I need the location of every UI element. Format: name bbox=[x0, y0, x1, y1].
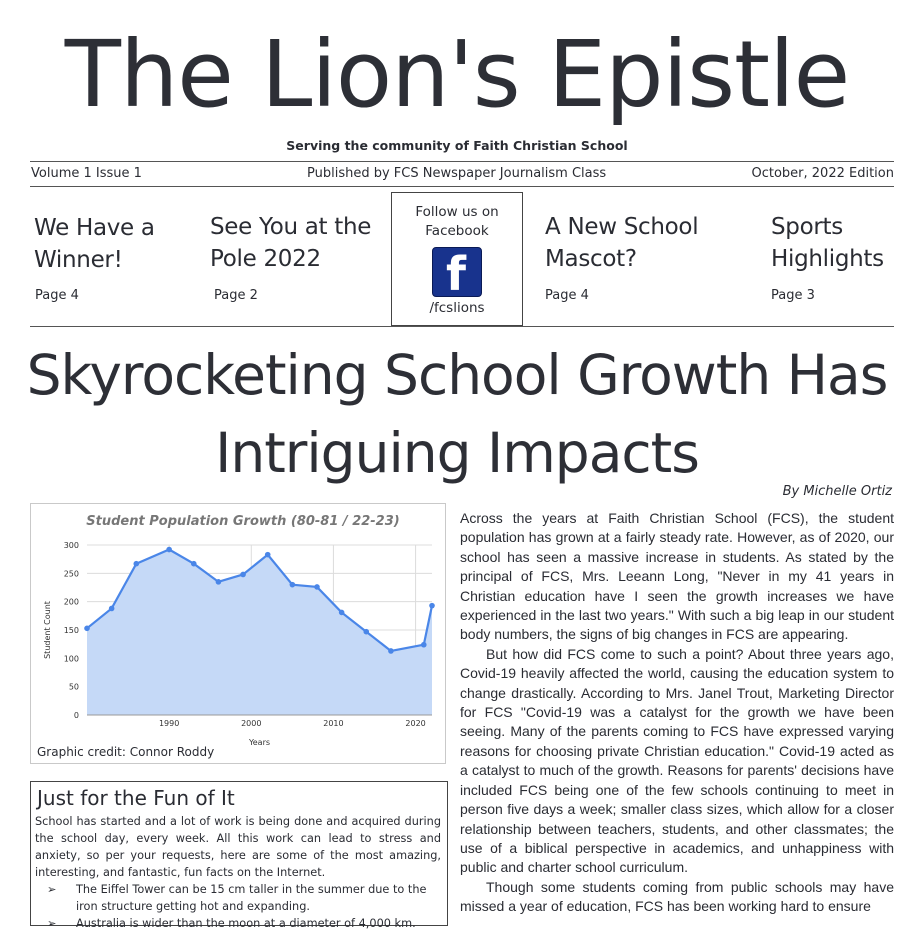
data-point bbox=[133, 561, 139, 567]
population-chart bbox=[30, 503, 446, 764]
facebook-promo[interactable] bbox=[391, 192, 523, 326]
y-axis-title: Student Count bbox=[43, 601, 52, 659]
article-headline: Skyrocketing School Growth Has Intriguing Impacts bbox=[26, 343, 888, 485]
fun-facts-intro: School has started and a lot of work is being done and acquired during the school day, every week. All this work can lead to stress and anxiety, so per your requests, here are some of the most amazing, interesting, and fantastic, fun facts on the Internet. bbox=[35, 815, 441, 879]
area-fill bbox=[87, 550, 432, 715]
teaser-2-title[interactable]: See You at the Pole 2022 bbox=[210, 214, 372, 272]
y-tick-label: 0 bbox=[73, 711, 79, 720]
article-paragraph-2: But how did FCS come to such a point? About three years ago, Covid-19 heavily affected the world, causing the education system to change drastically. According to Mrs. Janel Trout, Marketing Director for FCS "Covid-19 was a catalyst for the growth we have been seeing. Many of the parents coming to FCS have expressed varying reasons for choosing private Christian education." Covid-19 acted as a catalyst to much of the growth. Reasons for parents' decisions have included FCS being one of the few schools continuing to meet in person five days a week; smaller class sizes, which allow for a closer relationship between teachers, students, and other classmates; the use of a biblical perspective in academics, and unhappiness with public and charter school curriculum. bbox=[460, 645, 894, 876]
teaser-2-page: Page 2 bbox=[214, 288, 258, 303]
data-point bbox=[290, 582, 296, 588]
x-axis-title: Years bbox=[248, 738, 271, 747]
article-body bbox=[460, 509, 894, 917]
article-byline: By Michelle Ortiz bbox=[782, 484, 892, 499]
data-point bbox=[240, 572, 246, 578]
y-tick-label: 300 bbox=[63, 541, 79, 550]
rule-teasers bbox=[30, 326, 894, 327]
x-tick-label: 2010 bbox=[323, 719, 344, 728]
list-item: ➢ The Eiffel Tower can be 15 cm taller in the summer due to the iron structure getting hot and expanding. bbox=[47, 883, 427, 913]
chart-credit: Graphic credit: Connor Roddy bbox=[37, 745, 215, 759]
x-tick-label: 1990 bbox=[158, 719, 180, 728]
teaser-4-page: Page 3 bbox=[771, 288, 815, 303]
facebook-icon[interactable]: f bbox=[432, 247, 482, 297]
data-point bbox=[191, 561, 197, 567]
data-point bbox=[363, 629, 369, 635]
x-tick-label: 2020 bbox=[405, 719, 426, 728]
data-point bbox=[314, 584, 320, 590]
x-tick-label: 2000 bbox=[241, 719, 262, 728]
chart-canvas bbox=[31, 504, 447, 765]
teaser-4-title[interactable]: Sports Highlights bbox=[771, 214, 884, 272]
data-point bbox=[265, 552, 271, 558]
rule-info bbox=[30, 186, 894, 187]
edition-date: October, 2022 Edition bbox=[751, 166, 894, 181]
arrow-bullet-icon: ➢ bbox=[47, 883, 57, 896]
teaser-3-page: Page 4 bbox=[545, 288, 589, 303]
data-point bbox=[166, 547, 172, 553]
facebook-handle[interactable]: /fcslions bbox=[429, 300, 485, 316]
data-point bbox=[388, 648, 394, 654]
article-paragraph-1: Across the years at Faith Christian School (FCS), the student population has grown at a fairly steady rate. However, as of 2020, our school has seen a massive increase in students. As stated by the principal of FCS, Mrs. Leeann Long, "Never in my 41 years in Christian education have I seen the growth increases we have experienced in the last two years." With such a big leap in our student body numbers, the signs of big changes in FCS are appearing. bbox=[460, 510, 894, 643]
article-paragraph-3: Though some students coming from public schools may have missed a year of education, FCS has been working hard to ensure bbox=[460, 878, 894, 915]
y-tick-label: 200 bbox=[63, 597, 79, 607]
fun-facts-title: Just for the Fun of It bbox=[37, 786, 235, 810]
teaser-1-page: Page 4 bbox=[35, 288, 79, 303]
data-point bbox=[429, 603, 435, 609]
list-item: ➢ Australia is wider than the moon at a diameter of 4,000 km. bbox=[47, 917, 416, 930]
fun-facts-box bbox=[30, 781, 448, 930]
data-point bbox=[84, 626, 90, 632]
newspaper-tagline: Serving the community of Faith Christian School bbox=[286, 138, 628, 153]
rule-top bbox=[30, 161, 894, 162]
facebook-label: Follow us on Facebook bbox=[415, 204, 499, 239]
data-point bbox=[339, 610, 345, 616]
arrow-bullet-icon: ➢ bbox=[47, 917, 57, 930]
chart-title: Student Population Growth (80-81 / 22-23) bbox=[86, 514, 400, 529]
data-point bbox=[109, 606, 115, 612]
teaser-3-title[interactable]: A New School Mascot? bbox=[545, 214, 699, 272]
y-tick-label: 100 bbox=[63, 654, 79, 664]
y-tick-label: 150 bbox=[63, 626, 79, 635]
teaser-1-title[interactable]: We Have a Winner! bbox=[34, 215, 155, 273]
newspaper-title: The Lion's Epistle bbox=[64, 21, 850, 128]
volume-issue: Volume 1 Issue 1 bbox=[31, 166, 142, 181]
fun-facts-list bbox=[47, 881, 441, 932]
data-point bbox=[216, 579, 222, 585]
data-point bbox=[421, 642, 427, 648]
y-tick-label: 250 bbox=[63, 569, 79, 579]
publisher-line: Published by FCS Newspaper Journalism Class bbox=[307, 166, 607, 181]
y-tick-label: 50 bbox=[68, 682, 79, 692]
